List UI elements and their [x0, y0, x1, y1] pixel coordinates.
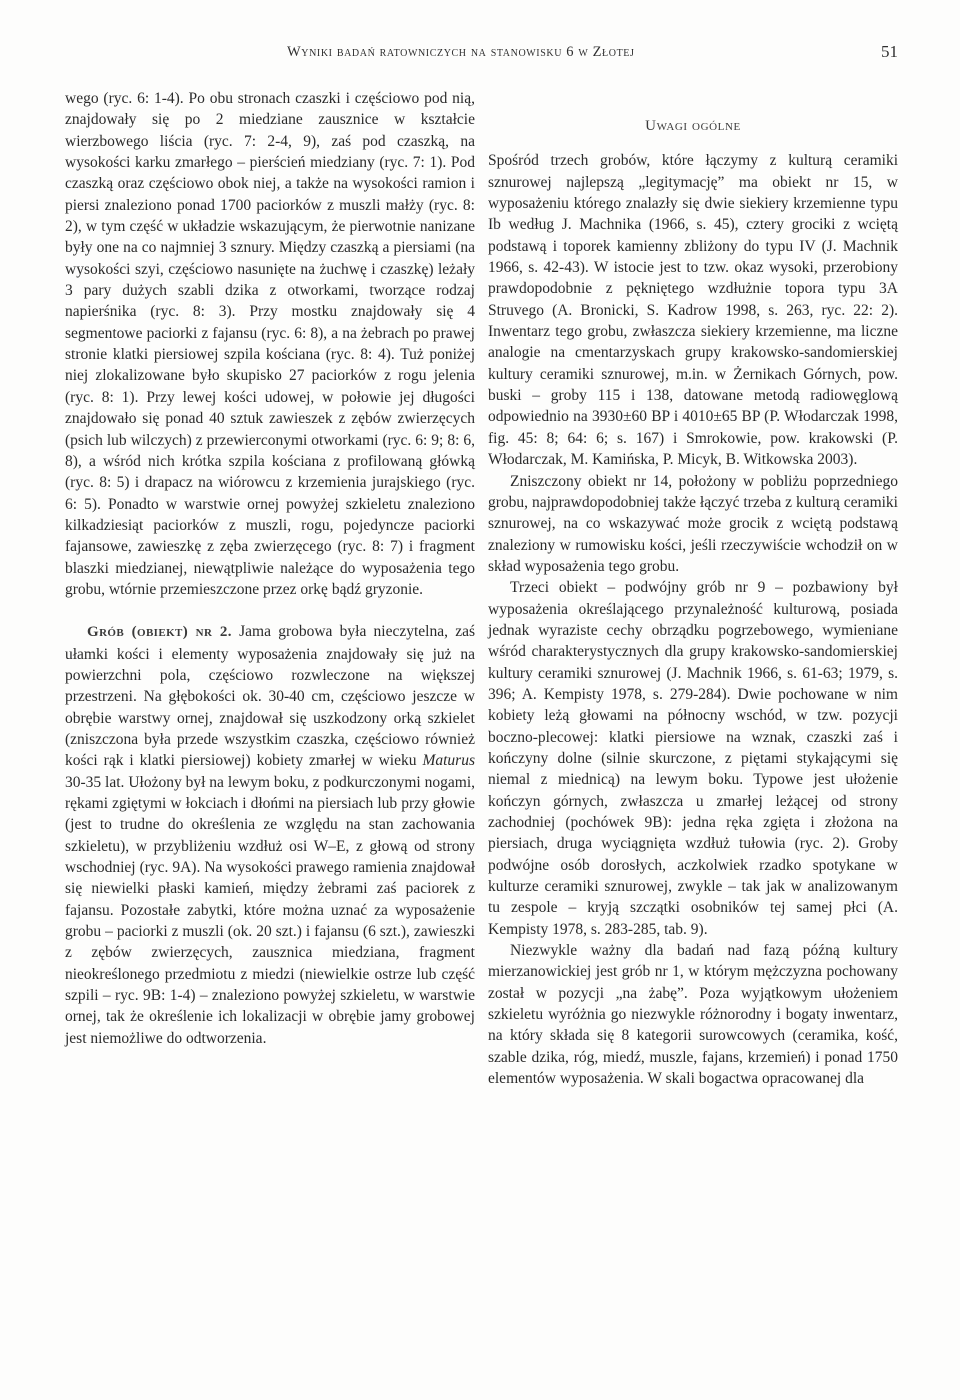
general-remarks-paragraph-4: Niezwykle ważny dla badań nad fazą późną kultury mierzanowickiej jest grób nr 1, w którym mężczyzna pochowany został w pozycji „na żabę”. Poza wyjątkowym ułożeniem szkieletu wyróżnia go niezwykle różnorodny i bogaty inwentarz, na który składa się 8 kategorii surowcowych (ceramika, kość, szable dzika, róg, miedź, muszle, fajans, krzemień) i ponad 1750 elementów wyposażenia. W skali bogactwa opracowanej dla [488, 942, 898, 1088]
paragraph-gap [65, 600, 475, 621]
section-heading: Uwagi ogólne [645, 118, 741, 134]
grave2-age-term: Maturus [422, 752, 475, 770]
page-number: 51 [881, 42, 898, 61]
general-remarks-paragraph-1: Spośród trzech grobów, które łączymy z kulturą ceramiki sznurowej najlepszą „legitymację” ma obiekt nr 15, w wyposażeniu którego znalazły się dwie siekiery krzemienne typu Ib według J. Machnika (1966, s. 45), cztery grociki z wciętą podstawą i toporek kamienny zbliżony do typu IV (J. Machnik 1966, s. 42-43). W istocie jest to tzw. okaz wysoki, przerobiony prawdopodobnie z pękniętego wzdłużnie topora typu 3A Struvego (A. Bronicki, S. Kadrow 1998, s. 263, ryc. 22: 2). Inwentarz tego grobu, zwłaszcza siekiery krzemienne, ma liczne analogie na cmentarzyskach grupy krakowsko-sandomierskiej kultury ceramiki sznurowej, m.in. w Żernikach Górnych, pow. buski – groby 115 i 138, datowane metodą radiowęglową odpowiednio na 3930±60 BP i 4010±65 BP (P. Włodarczak 1998, fig. 45: 8; 64: 6; s. 167) i Smrokowie, pow. krakowski (P. Włodarczak, M. Kamińska, P. Micyk, B. Witkowska 2003). [488, 152, 898, 469]
grave2-text-part1: Jama grobowa była nieczytelna, zaś ułamki kości i elementy wyposażenia znajdowały się już na powierzchni pola, częściowo rozwleczone na większej przestrzeni. Na głębokości ok. 30-40 cm, częściowo jeszcze w obrębie warstwy ornej, znajdował się uszkodzony orką szkielet (zniszczona była przede wszystkim czaszka, częściowo również kości rąk i klatki piersiowej) kobiety zmarłej w wieku [65, 623, 475, 770]
left-column [65, 88, 475, 1049]
running-head: Wyniki badań ratowniczych na stanowisku 6 w Złotej [287, 44, 635, 60]
right-column [488, 88, 898, 1089]
grave2-heading: Grób (obiekt) nr 2. [87, 624, 232, 641]
grave1-continuation-paragraph: wego (ryc. 6: 1-4). Po obu stronach czaszki i częściowo pod nią, znajdowały się po 2 miedziane zausznice w kształcie wierzbowego liścia (ryc. 7: 2-4, 9), zaś pod czaszką, na wysokości karku zmarłego – pierścień miedziany (ryc. 7: 1). Pod czaszką oraz częściowo obok niej, a także na wysokości ramion i piersi znaleziono ponad 1700 paciorków z muszli małży (ryc. 8: 2), w tym część w układzie wskazującym, że pierwotnie nanizane były one na co najmniej 3 sznury. Między czaszką a piersiami (na wysokości szyi, częściowo nasunięte na żuchwę i czaszkę) leżały 3 pary dużych szabli dzika z otworkami, tworzące rodzaj napierśnika (ryc. 8: 3). Przy mostku znajdowały się 4 segmentowe paciorki z fajansu (ryc. 6: 8), a na żebrach po prawej stronie klatki piersiowej szpila kościana (ryc. 8: 4). Tuż poniżej niej zlokalizowane było skupisko 27 paciorków z rogu jelenia (ryc. 8: 1). Przy lewej kości udowej, w połowie jej długości znajdowało się ponad 40 sztuk zawieszek z zębów zwierzęcych (psich lub wilczych) z przewierconymi otworkami (ryc. 6: 9; 8: 6, 8), a wśród nich krótka szpila kościana z profilowaną główką (ryc. 8: 5) i drapacz na wiórowcu z krzemienia jurajskiego (ryc. 6: 5). Ponadto w warstwie ornej powyżej szkieletu znaleziono kilkadziesiąt paciorków z muszli, rogu, pojedyncze paciorki fajansowe, zawieszkę z zęba zwierzęcego (ryc. 8: 7) i fragment blaszki miedzianej, niewątpliwie należące do wyposażenia tego grobu, wtórnie przemieszczone przez orkę bądź gryzonie. [65, 90, 475, 598]
grave2-text-part2: 30-35 lat. Ułożony był na lewym boku, z podkurczonymi nogami, rękami zgiętymi w łokciach i dłońmi na piersiach lub przy głowie (jest to trudne do określenia ze względu na stan zachowania szkieletu), w przybliżeniu wzdłuż osi W–E, z głową od strony wschodniej (ryc. 9A). Na wysokości prawego ramienia znajdował się niewielki płaski kamień, między żebrami zaś paciorek z fajansu. Pozostałe zabytki, które można uznać za wyposażenie grobu – paciorki z muszli (ok. 20 szt.) i fajansu (6 szt.), zawieszki z zębów zwierzęcych, zausznica miedziana, fragment nieokreślonego przedmiotu z miedzi (niewielkie ostrze lub część szpili – ryc. 9B: 1-4) – znaleziono powyżej szkieletu, w warstwie ornej, tak że określenie ich lokalizacji w obrębie jamy grobowej jest niemożliwe do odtworzenia. [65, 773, 475, 1047]
general-remarks-paragraph-2: Zniszczony obiekt nr 14, położony w pobliżu poprzedniego grobu, najprawdopodobniej także łączyć trzeba z kulturą ceramiki sznurowej, na co wskazywać może grocik z wciętą podstawą znaleziony w rumowisku kości, jeśli rzeczywiście wchodził on w skład wyposażenia tego grobu. [488, 472, 898, 575]
grave2-paragraph [65, 621, 475, 1049]
general-remarks-paragraph-3: Trzeci obiekt – podwójny grób nr 9 – pozbawiony był wyposażenia określającego przynależność kulturową, posiada jednak wyraziste cechy obrządku pogrzebowego, wymieniane wśród charakterystycznych dla grupy krakowsko-sandomierskiej kultury ceramiki sznurowej (J. Machnik 1966, s. 61-63; 1979, s. 396; A. Kempisty 1978, s. 279-284). Dwie pochowane w nim kobiety leżą głowami na północny wschód, w tzw. pozycji boczno-plecowej: klatki piersiowe na wznak, czaszki zaś i kończyny dolne (silnie skurczone, z piętami stykającymi się niemal z miednicą) na lewym boku. Typowe jest ułożenie kończyn górnych, zwłaszcza u zmarłej leżącej od strony zachodniej (pochówek 9B): jedna ręka zgięta i złożona na piersiach, druga wyciągnięta wzdłuż tułowia (ryc. 2). Groby podwójne osób dorosłych, aczkolwiek rzadko spotykane w kulturze ceramiki sznurowej, zwykle – tak jak w analizowanym tu zespole – kryją szczątki osobników tej samej płci (A. Kempisty 1978, s. 283-285, tab. 9). [488, 579, 898, 938]
